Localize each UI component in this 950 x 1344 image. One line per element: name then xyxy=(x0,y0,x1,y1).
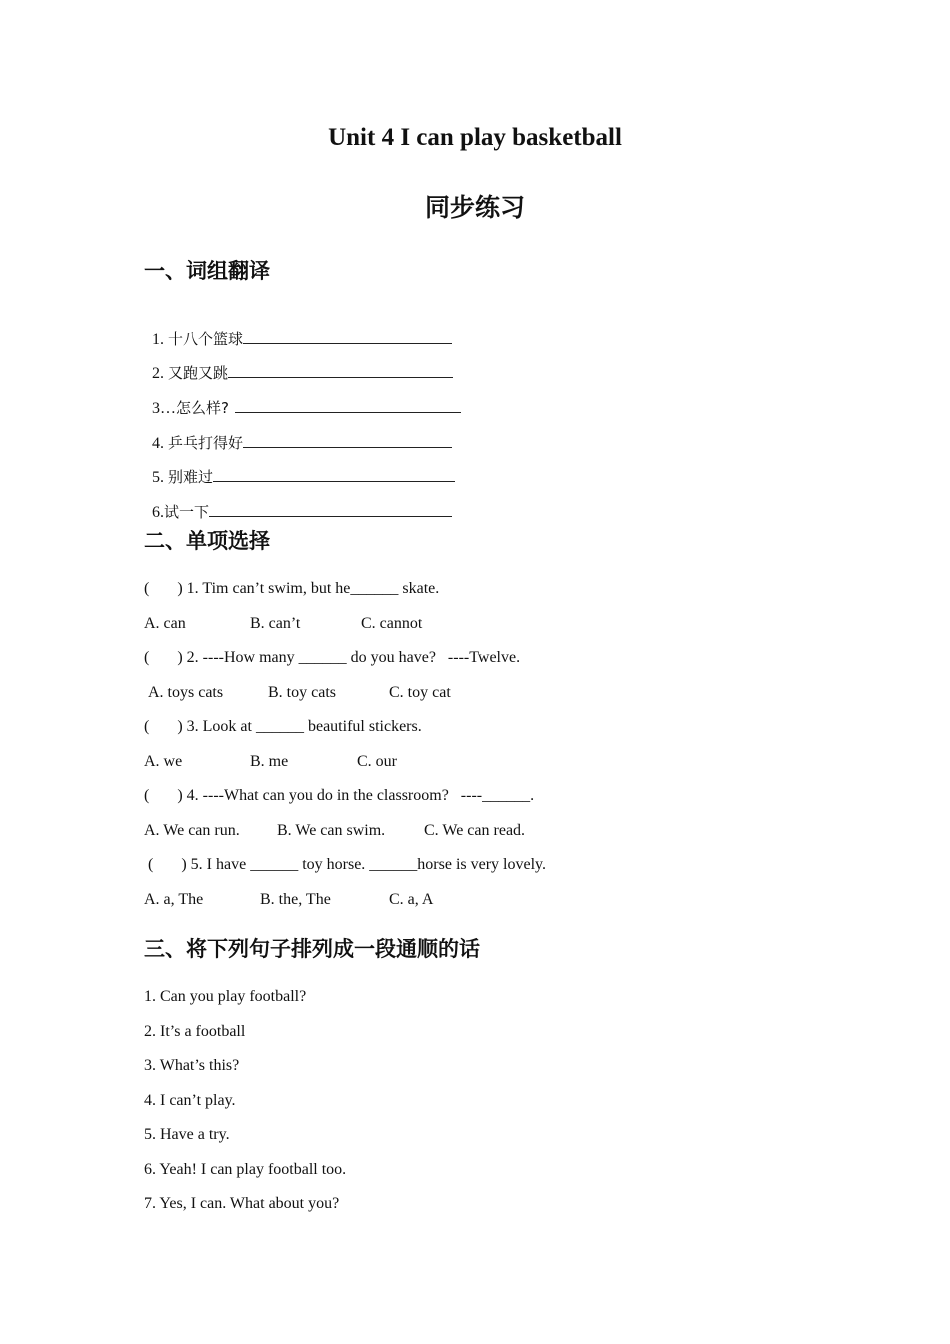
sentence-item: 4. I can’t play. xyxy=(144,1092,236,1109)
option: C. cannot xyxy=(361,615,423,632)
option: B. me xyxy=(250,753,289,770)
sentence-item: 3. What’s this? xyxy=(144,1057,240,1074)
page-subtitle: 同步练习 xyxy=(424,193,525,222)
page-title: Unit 4 I can play basketball xyxy=(328,124,622,151)
question-stem: 3. Look at ______ beautiful stickers. xyxy=(182,718,422,735)
question-4 xyxy=(144,787,534,805)
phrase-item-3 xyxy=(144,379,461,418)
answer-blank[interactable] xyxy=(243,329,452,344)
option: C. a, A xyxy=(389,891,434,908)
question-stem: 1. Tim can’t swim, but he______ skate. xyxy=(182,580,440,597)
answer-paren[interactable]: ( ) xyxy=(144,787,183,804)
option: B. We can swim. xyxy=(277,822,386,839)
section-1-heading: 一、词组翻译 xyxy=(144,259,270,283)
item-text: 试一下 xyxy=(164,503,210,521)
option: B. toy cats xyxy=(268,684,336,701)
option: C. toy cat xyxy=(389,684,451,701)
item-text: 怎么样? xyxy=(176,399,229,417)
answer-paren[interactable]: ( ) xyxy=(144,580,183,597)
answer-paren[interactable]: ( ) xyxy=(144,718,183,735)
answer-paren[interactable]: ( ) xyxy=(144,649,183,666)
question-1 xyxy=(144,580,439,598)
item-number: 2. xyxy=(152,365,168,382)
question-2 xyxy=(144,649,520,667)
answer-blank[interactable] xyxy=(213,467,455,482)
answer-blank[interactable] xyxy=(228,363,453,378)
item-text: 乒乓打得好 xyxy=(168,434,244,452)
section-3-heading: 三、将下列句子排列成一段通顺的话 xyxy=(144,937,480,961)
option: C. our xyxy=(357,753,397,770)
question-3 xyxy=(144,718,422,736)
sentence-item: 6. Yeah! I can play football too. xyxy=(144,1161,347,1178)
answer-paren[interactable]: ( ) xyxy=(148,856,187,873)
option: A. We can run. xyxy=(144,822,240,839)
sentence-item: 2. It’s a football xyxy=(144,1023,246,1040)
option: A. can xyxy=(144,615,186,632)
option: A. toys cats xyxy=(148,684,224,701)
answer-blank[interactable] xyxy=(209,502,452,517)
option: C. We can read. xyxy=(424,822,526,839)
question-5 xyxy=(148,856,546,874)
answer-blank[interactable] xyxy=(243,433,452,448)
question-stem: 2. ----How many ______ do you have? ----Twelve. xyxy=(182,649,521,666)
item-number: 1. xyxy=(152,331,168,348)
item-text: 又跑又跳 xyxy=(168,364,229,382)
question-stem: 5. I have ______ toy horse. ______horse is very lovely. xyxy=(186,856,546,873)
question-stem: 4. ----What can you do in the classroom? ----______. xyxy=(182,787,535,804)
sentence-item: 5. Have a try. xyxy=(144,1126,230,1143)
sentence-item: 7. Yes, I can. What about you? xyxy=(144,1195,340,1212)
option: A. we xyxy=(144,753,183,770)
item-number: 4. xyxy=(152,435,168,452)
phrase-item-2 xyxy=(144,344,453,383)
item-text: 十八个篮球 xyxy=(168,330,244,348)
section-2-heading: 二、单项选择 xyxy=(144,529,270,553)
phrase-item-5 xyxy=(144,448,455,487)
item-number: 6. xyxy=(152,504,164,521)
item-text: 别难过 xyxy=(168,468,214,486)
answer-blank[interactable] xyxy=(235,398,461,413)
item-number: 5. xyxy=(152,469,168,486)
option: B. can’t xyxy=(250,615,301,632)
sentence-item: 1. Can you play football? xyxy=(144,988,307,1005)
option: A. a, The xyxy=(144,891,204,908)
phrase-item-6 xyxy=(144,483,452,522)
option: B. the, The xyxy=(260,891,331,908)
item-number: 3… xyxy=(152,400,176,417)
